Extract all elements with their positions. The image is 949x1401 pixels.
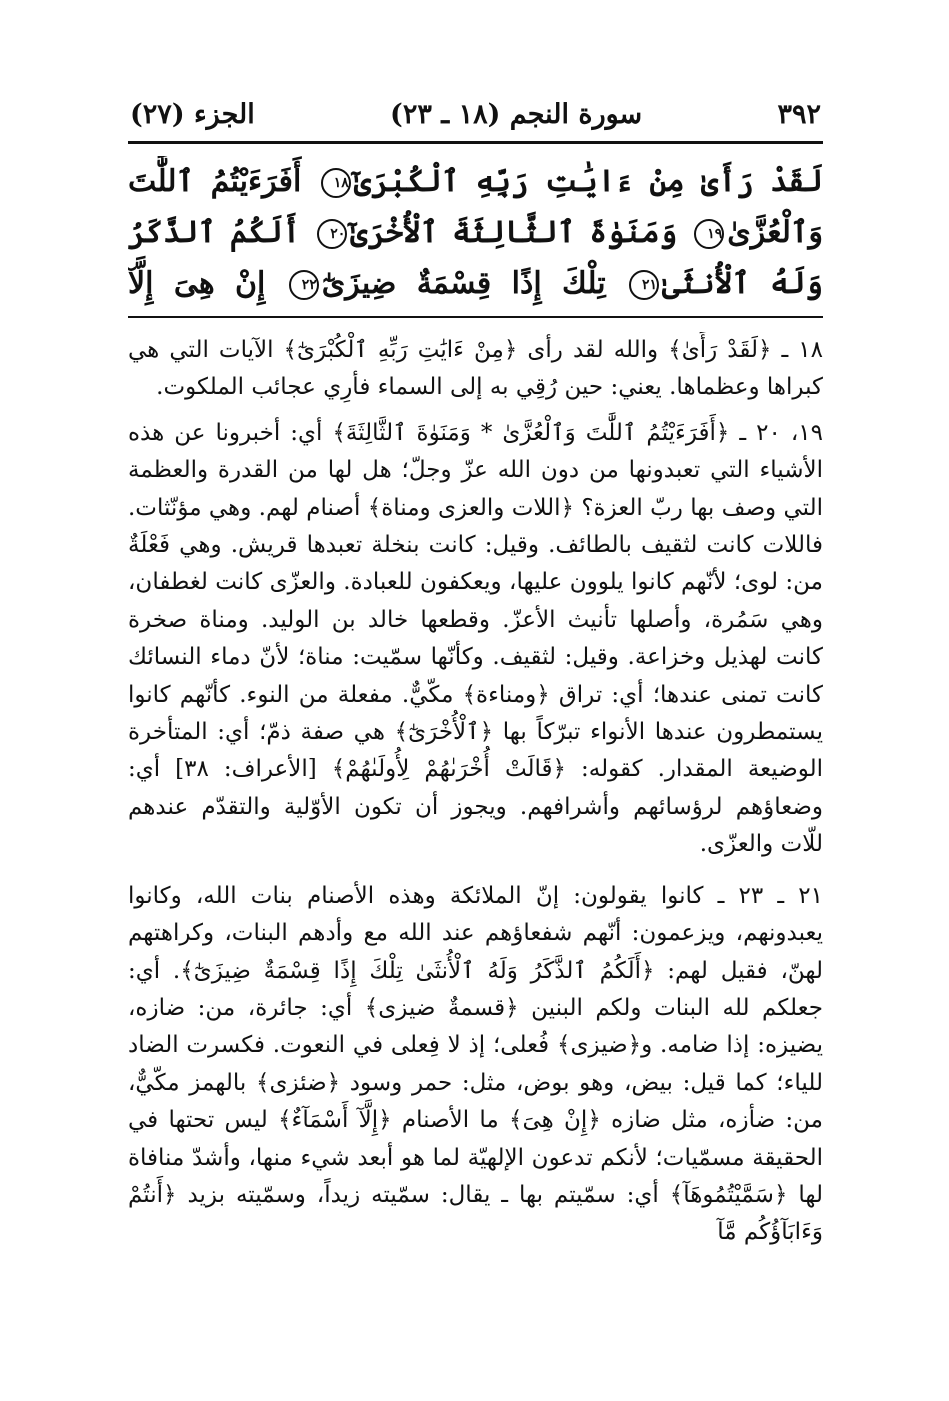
page-header bbox=[130, 94, 821, 134]
commentary-paragraph: ١٨ ـ ﴿لَقَدْ رَأَىٰ﴾ والله لقد رأى ﴿مِنْ ءَايَٰتِ رَبِّهِ ٱلْكُبْرَىٰٓ﴾ الآيات التي هي كبراها وعظماها. يعني: حين رُقِي به إلى السماء فأرِي عجائب الملكوت. bbox=[128, 337, 823, 401]
juz-label: الجزء (٢٧) bbox=[130, 98, 255, 130]
tafsir-commentary bbox=[128, 332, 823, 1332]
header-divider bbox=[128, 141, 823, 144]
surah-title: سورة النجم (١٨ ـ ٢٣) bbox=[390, 98, 643, 130]
verse-number-marker: ١٨ bbox=[321, 168, 351, 198]
verse-text: تِلْكَ إِذًا قِسْمَةٌ ضِيزَىٰٓ bbox=[321, 266, 606, 301]
verse-number-marker: ٢٢ bbox=[289, 270, 319, 300]
verse-number-marker: ٢٠ bbox=[317, 219, 347, 249]
verse-number-marker: ١٩ bbox=[694, 219, 724, 249]
commentary-paragraph: ١٩، ٢٠ ـ ﴿أَفَرَءَيْتُمُ ٱللَّٰتَ وَٱلْعُزَّىٰ * وَمَنَوٰةَ ٱلثَّالِثَةَ﴾ أي: أخبرونا عن هذه الأشياء التي تعبدونها من دون الله عزّ وجلّ؛ هل لها من القدرة والعظمة التي وصف بها ربّ العزة؟ ﴿اللات والعزى ومناة﴾ أصنام لهم. وهي مؤنّثات. فاللات كانت لثقيف بالطائف. وقيل: كانت بنخلة تعبدها قريش. وهي فَعْلَةٌ من: لوى؛ لأنّهم كانوا يلوون عليها، ويعكفون للعبادة. والعزّى كانت لغطفان، وهي سَمُرة، وأصلها تأنيث الأعزّ. وقطعها خالد بن الوليد. ومناة صخرة كانت لهذيل وخزاعة. وقيل: لثقيف. وكأنّها سمّيت: مناة؛ لأنّ دماء النسائك كانت تمنى عندها؛ أي: تراق ﴿ومناءة﴾ مكّيٌّ. مفعلة من النوء. كأنّهم كانوا يستمطرون عندها الأنواء تبرّكاً بها ﴿ٱلْأُخْرَىٰٓ﴾ هي صفة ذمّ؛ أي: المتأخرة الوضيعة المقدار. كقوله: ﴿قَالَتْ أُخْرَىٰهُمْ لِأُولَىٰهُمْ﴾ [الأعراف: ٣٨] أي: وضعاؤهم لرؤسائهم وأشرافهم. ويجوز أن تكون الأوّلية والتقدّم عندهم للّات والعزّى. bbox=[128, 419, 823, 858]
verse-text: لَقَدْ رَأَىٰ مِنْ ءَايَٰتِ رَبِّهِ ٱلْكُبْرَىٰٓ bbox=[353, 164, 823, 199]
verse-text: وَمَنَوٰةَ ٱلثَّالِثَةَ ٱلْأُخْرَىٰٓ bbox=[350, 215, 678, 250]
commentary-paragraph: ٢١ ـ ٢٣ ـ كانوا يقولون: إنّ الملائكة وهذه الأصنام بنات الله، وكانوا يعبدونهم، ويزعمون: أنّهم شفعاؤهم عند الله مع وأدهم البنات، وكراهتهم لهنّ، فقيل لهم: ﴿أَلَكُمُ ٱلذَّكَرُ وَلَهُ ٱلْأُنثَىٰ تِلْكَ إِذًا قِسْمَةٌ ضِيزَىٰٓ﴾. أي: جعلكم لله البنات ولكم البنين ﴿قسمةٌ ضيزى﴾ أي: جائرة، من: ضازه، يضيزه: إذا ضامه. و﴿ضيزى﴾ فُعلى؛ إذ لا فِعلى في النعوت. فكسرت الضاد للياء؛ كما قيل: بيض، وهو بوض، مثل: حمر وسود ﴿ضئزى﴾ بالهمز مكّيٌّ، من: ضأزه، مثل ضازه ﴿إِنْ هِىَ﴾ ما الأصنام ﴿إِلَّآ أَسْمَآءٌ﴾ ليس تحتها في الحقيقة مسمّيات؛ لأنكم تدعون الإلهيّة لما هو أبعد شيء منها، وأشدّ منافاة لها ﴿سَمَّيْتُمُوهَآ﴾ أي: سمّيتم بها ـ يقال: سمّيته زيداً، وسمّيته بزيد ﴿أَنتُمْ وَءَابَآؤُكُم مَّآ bbox=[128, 882, 823, 1246]
quran-verses bbox=[128, 156, 823, 306]
verse-text: إِنْ هِىَ إِلَّآ bbox=[128, 266, 266, 301]
page-number: ٣٩٢ bbox=[777, 98, 821, 130]
verses-divider bbox=[128, 316, 823, 318]
verse-text: أَلَكُمُ ٱلذَّكَرُ وَلَهُ ٱلْأُنثَىٰ bbox=[128, 215, 823, 301]
verse-text: أَفَرَءَيْتُمُ ٱللَّٰتَ وَٱلْعُزَّىٰ bbox=[128, 164, 823, 250]
verse-number-marker: ٢١ bbox=[629, 270, 659, 300]
